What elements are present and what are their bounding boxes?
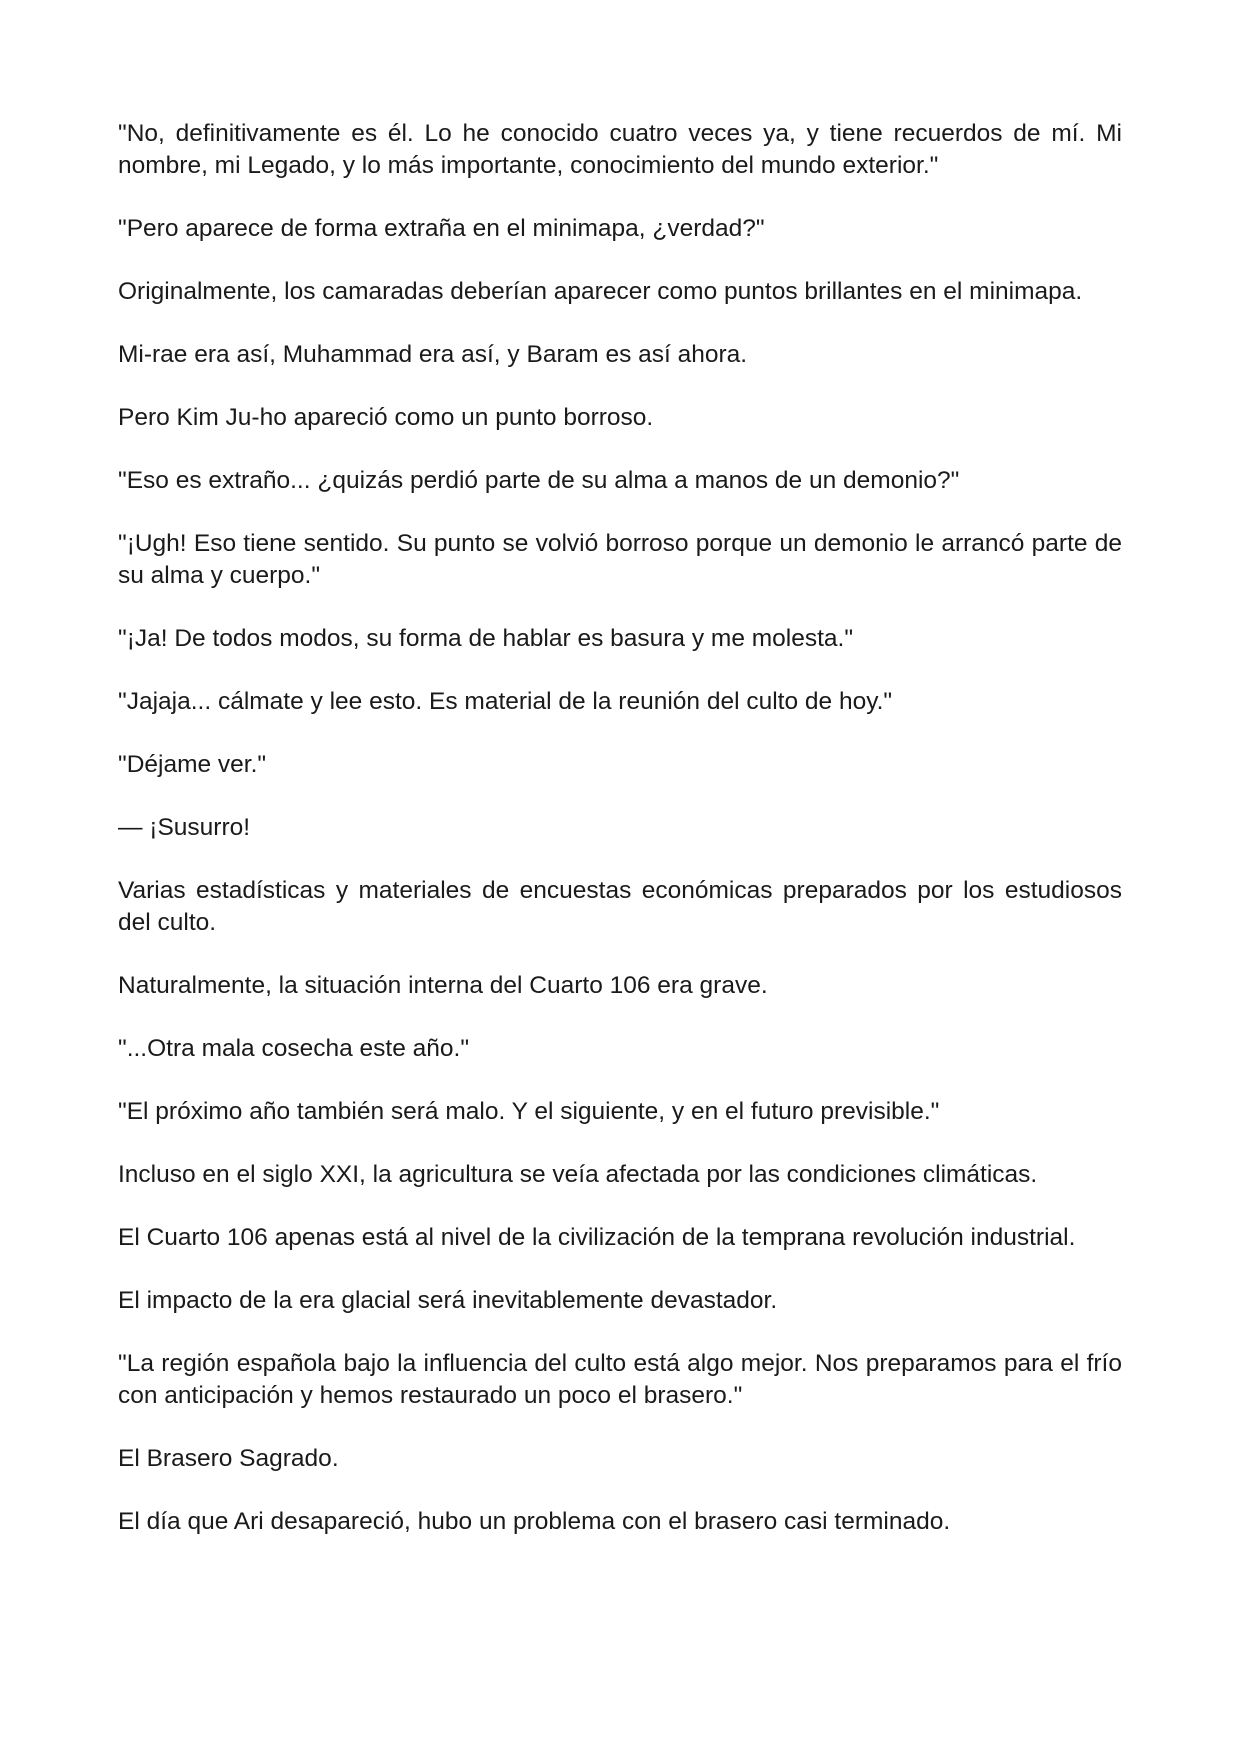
paragraph: "La región española bajo la influencia del culto está algo mejor. Nos preparamos para el frío con anticipación y hemos restaurado un poco el brasero.": [118, 1350, 1122, 1409]
paragraph: "No, definitivamente es él. Lo he conocido cuatro veces ya, y tiene recuerdos de mí. Mi nombre, mi Legado, y lo más importante, conocimiento del mundo exterior.": [118, 120, 1122, 179]
paragraph: "Pero aparece de forma extraña en el minimapa, ¿verdad?": [118, 215, 765, 242]
paragraph: Varias estadísticas y materiales de encuestas económicas preparados por los estudiosos del culto.: [118, 877, 1122, 936]
page-body: [118, 118, 1122, 1569]
paragraph: El día que Ari desapareció, hubo un problema con el brasero casi terminado.: [118, 1508, 951, 1535]
paragraph: Incluso en el siglo XXI, la agricultura se veía afectada por las condiciones climáticas.: [118, 1161, 1038, 1188]
paragraph: Mi-rae era así, Muhammad era así, y Baram es así ahora.: [118, 341, 748, 368]
paragraph: Originalmente, los camaradas deberían aparecer como puntos brillantes en el minimapa.: [118, 278, 1083, 305]
paragraph: "¡Ugh! Eso tiene sentido. Su punto se volvió borroso porque un demonio le arrancó parte de su alma y cuerpo.": [118, 530, 1122, 589]
paragraph: "Jajaja... cálmate y lee esto. Es material de la reunión del culto de hoy.": [118, 688, 893, 715]
paragraph: "Déjame ver.": [118, 751, 267, 778]
paragraph: Naturalmente, la situación interna del Cuarto 106 era grave.: [118, 972, 768, 999]
paragraph: "El próximo año también será malo. Y el siguiente, y en el futuro previsible.": [118, 1098, 940, 1125]
paragraph: El Brasero Sagrado.: [118, 1445, 339, 1472]
paragraph: Pero Kim Ju-ho apareció como un punto borroso.: [118, 404, 654, 431]
paragraph: El Cuarto 106 apenas está al nivel de la civilización de la temprana revolución industrial.: [118, 1224, 1076, 1251]
paragraph: "...Otra mala cosecha este año.": [118, 1035, 470, 1062]
paragraph: "¡Ja! De todos modos, su forma de hablar es basura y me molesta.": [118, 625, 854, 652]
paragraph: "Eso es extraño... ¿quizás perdió parte de su alma a manos de un demonio?": [118, 467, 960, 494]
paragraph: El impacto de la era glacial será inevitablemente devastador.: [118, 1287, 778, 1314]
paragraph: — ¡Susurro!: [118, 814, 251, 841]
